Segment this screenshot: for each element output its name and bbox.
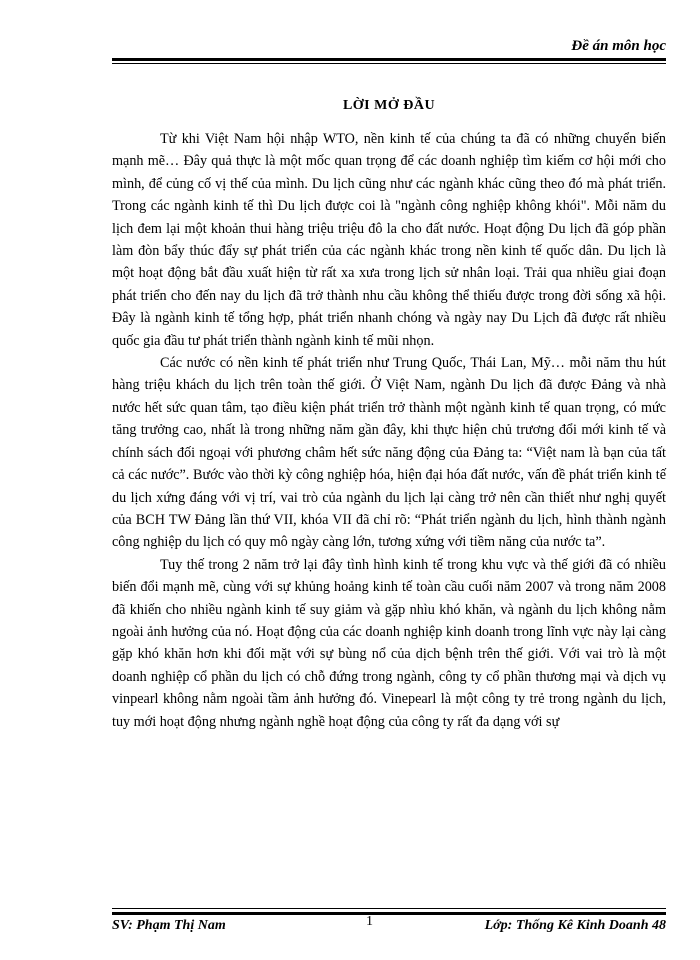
header-title: Đề án môn học (571, 38, 666, 54)
paragraph-1: Từ khi Việt Nam hội nhập WTO, nền kinh tế của chúng ta đã có những chuyển biến mạnh mẽ… Đây quả thực là một mốc quan trọng để các doanh nghiệp tìm kiếm cơ hội mới cho mình, để củng cố vị thế của mình. Du lịch cũng như các ngành khác cũng theo đó mà phát triển. Trong các ngành kinh tế thì Du lịch được coi là "ngành công nghiệp không khói". Mỗi năm du lịch đem lại một khoản thui hàng triệu triệu đô la cho đất nước. Hoạt động Du lịch đã góp phần làm đòn bẩy thúc đẩy sự phát triển của các ngành khác trong nền kinh tế quốc dân. Du lịch là một hoạt động bắt đầu xuất hiện từ rất xa xưa trong lịch sử nhân loại. Trải qua nhiều giai đoạn phát triển cho đến nay du lịch đã trở thành nhu cầu không thể thiếu được trong đời sống xã hội. Đây là ngành kinh tế tổng hợp, phát triển nhanh chóng và ngày nay Du Lịch đã được rất nhiều quốc gia đầu tư phát triển thành ngành kinh tế mũi nhọn. (112, 131, 666, 349)
page-number: 1 (366, 914, 373, 929)
document-body (112, 128, 666, 733)
header-rule-thick (112, 58, 666, 61)
footer-student: SV: Phạm Thị Nam (112, 918, 226, 933)
paragraph-3: Tuy thế trong 2 năm trở lại đây tình hình kinh tế trong khu vực và thế giới đã có nhiều biến đổi mạnh mẽ, cùng với sự khủng hoảng kinh tế toàn cầu cuối năm 2007 và trong năm 2008 đã khiến cho nhiều ngành kinh tế suy giảm và gặp nhìu khó khăn, và ngành du lịch không nằm ngoài ảnh hưởng của nó. Hoạt động của các doanh nghiệp kinh doanh trong lĩnh vực này lại càng gặp khó khăn hơn khi đối mặt với sự bùng nổ của dịch bệnh trên thế giới. Với vai trò là một doanh nghiệp cổ phần du lịch có chỗ đứng trong ngành, công ty cổ phần thương mại và dịch vụ vinpearl không nằm ngoài tầm ảnh hưởng đó. Vinepearl là một công ty trẻ trong ngành du lịch, tuy mới hoạt động nhưng ngành nghề hoạt động của công ty rất đa dạng với sự (112, 556, 666, 730)
page-title: LỜI MỞ ĐẦU (342, 98, 436, 113)
footer-rule-thin (112, 908, 666, 909)
header-rule-thin (112, 63, 666, 64)
footer-rule-thick (112, 912, 666, 915)
footer-class: Lớp: Thống Kê Kinh Doanh 48 (484, 918, 666, 933)
paragraph-2: Các nước có nền kinh tế phát triển như Trung Quốc, Thái Lan, Mỹ… mỗi năm thu hút hàng triệu khách du lịch trên toàn thế giới. Ở Việt Nam, ngành Du lịch đã được Đảng và nhà nước hết sức quan tâm, tạo điều kiện phát triển trở thành một ngành kinh tế quan trọng, có mức tăng trưởng cao, nhất là trong những năm gần đây, khi thực hiện chủ trương đổi mới kinh tế và chính sách đối ngoại với phương châm hết sức năng động của Đảng ta: “Việt nam là bạn của tất cả các nước”. Bước vào thời kỳ công nghiệp hóa, hiện đại hóa đất nước, vấn đề phát triển kinh tế du lịch xứng đáng với vị trí, vai trò của ngành du lịch lại càng trở nên cần thiết như nghị quyết của BCH TW Đảng lần thứ VII, khóa VII đã chỉ rõ: “Phát triển ngành du lịch, hình thành ngành công nghiệp du lịch có quy mô ngày càng lớn, tương xứng với tiềm năng của nước ta”. (112, 355, 666, 551)
